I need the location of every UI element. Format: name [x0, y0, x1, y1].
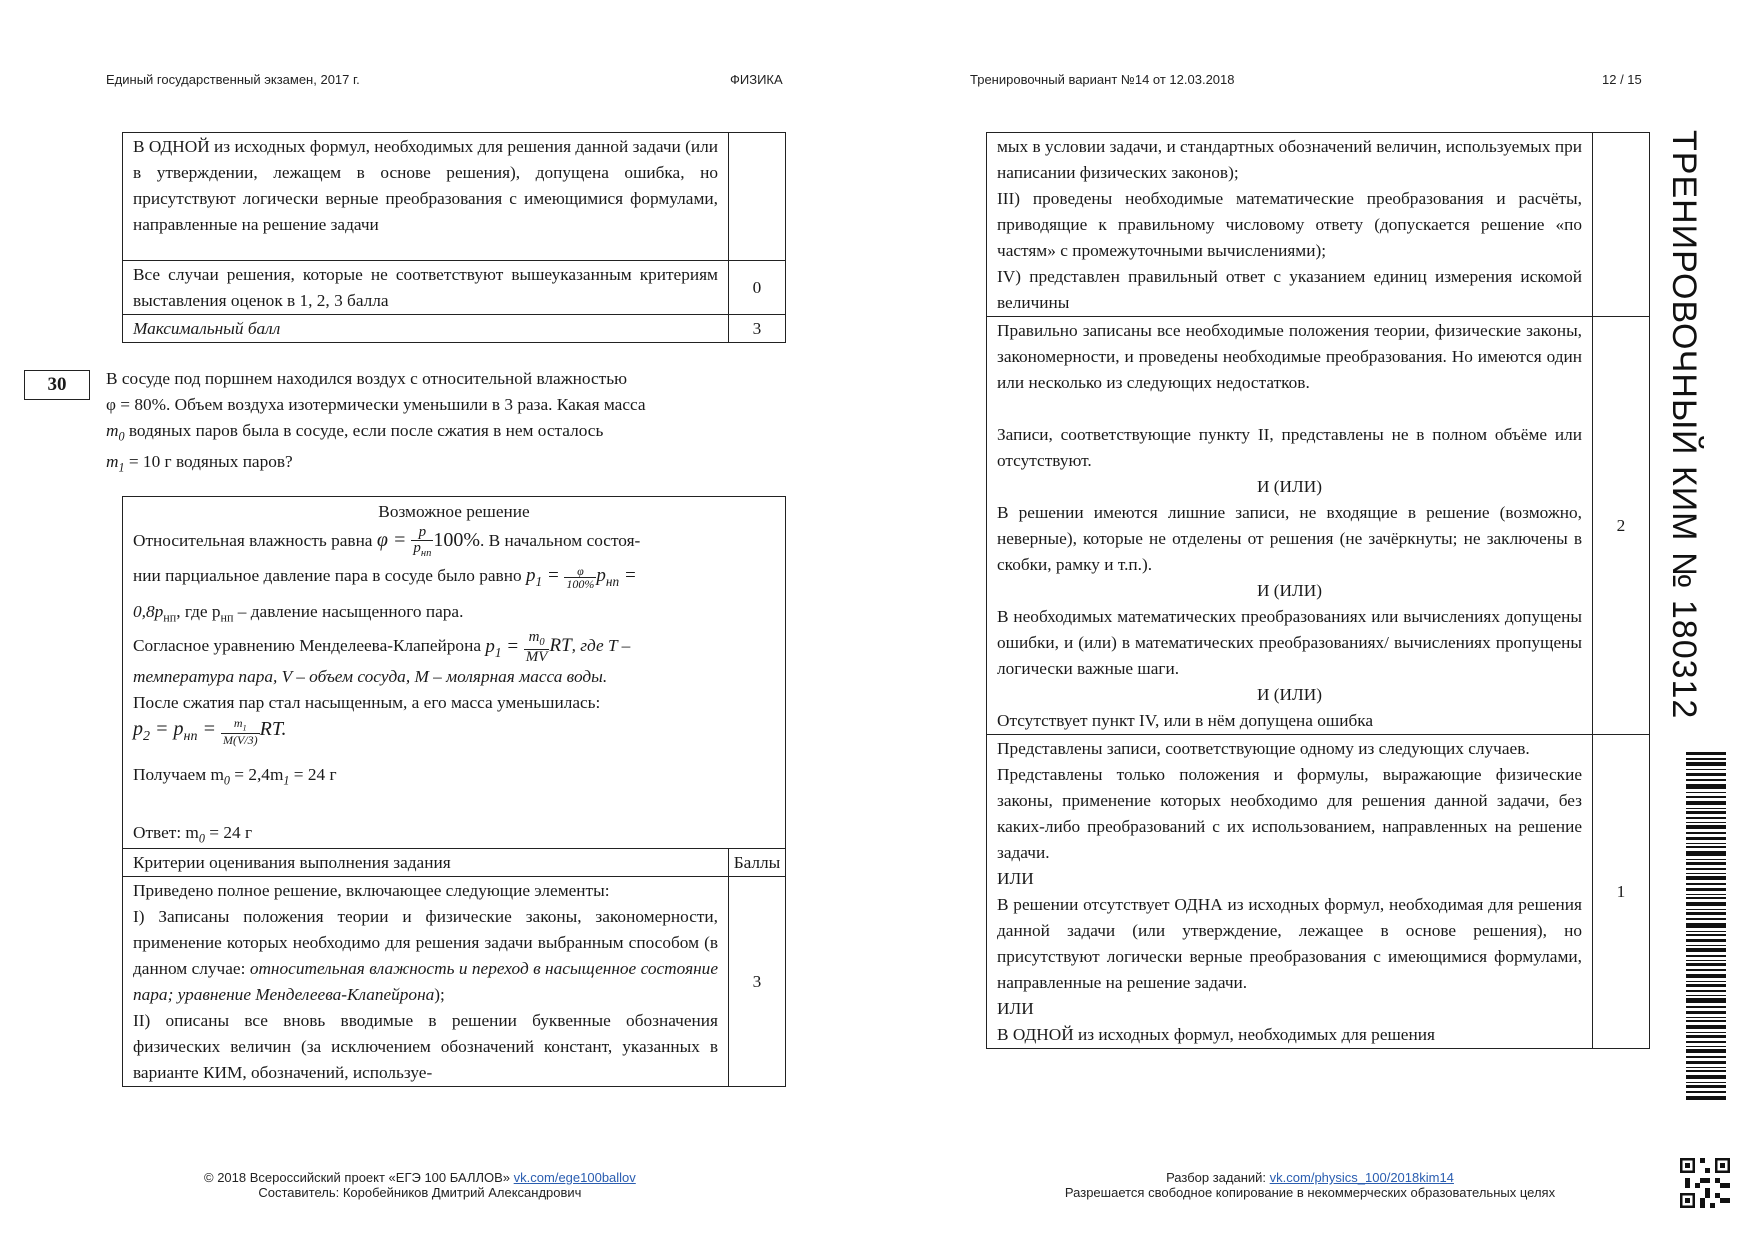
footer-author: Составитель: Коробейников Дмитрий Александрович — [258, 1185, 582, 1200]
spacer — [133, 794, 775, 820]
solution-text: Ответ: m — [133, 822, 199, 842]
problem-line: В сосуде под поршнем находился воздух с относительной влажностью — [106, 369, 627, 388]
footer-link-vk-physics[interactable]: vk.com/physics_100/2018kim14 — [1269, 1170, 1454, 1185]
criteria-or: ИЛИ — [997, 869, 1034, 888]
table-header-row — [123, 849, 786, 877]
spacer — [997, 396, 1582, 422]
table-row — [123, 261, 786, 315]
criteria-paragraph: Правильно записаны все необходимые положения теории, физические законы, закономерности, и проведены необходимые преобразования. Но имеются один или несколько из следующих недостатков. — [997, 321, 1582, 392]
formula-fraction: $\frac{m_0}{MV}$ — [525, 629, 548, 665]
footer-text: Разбор заданий: — [1166, 1170, 1270, 1185]
footer-left — [204, 1170, 636, 1200]
criteria-paragraph: В ОДНОЙ из исходных формул, необходимых для решения — [997, 1025, 1435, 1044]
solution-answer — [133, 820, 775, 851]
criteria-text — [123, 877, 729, 1087]
solution-text: нии парциальное давление пара в сосуде было равно — [133, 566, 526, 585]
solution-text: – давление насыщенного пара. — [233, 602, 464, 621]
criteria-paragraph: В решении отсутствует ОДНА из исходных формул, необходимая для решения данной задачи (или утверждение, лежащее в основе решения), но присутствуют логически верные преобразования с имеющимися формулами, направленные на решение задачи. — [997, 895, 1582, 992]
right-criteria-table — [986, 132, 1650, 1049]
solution-text: = 24 г — [204, 822, 253, 842]
table-row — [987, 133, 1650, 317]
solution-text: Относительная влажность равна — [133, 531, 377, 551]
problem-line — [106, 418, 788, 449]
table-row — [987, 735, 1650, 1049]
solution-text: Получаем m — [133, 765, 224, 785]
solution-title: Возможное решение — [378, 502, 530, 521]
criteria-text — [987, 735, 1593, 1049]
criteria-or: И (ИЛИ) — [1257, 477, 1322, 496]
criteria-italic: относительная влажность и переход в насыщенное состояние пара; уравнение Менделеева-Клапейрона — [133, 959, 718, 1004]
criteria-or: ИЛИ — [997, 999, 1034, 1018]
criteria-or: И (ИЛИ) — [1257, 685, 1322, 704]
score-cell — [729, 133, 786, 261]
solution-line — [133, 630, 775, 664]
solution-text: , где p — [176, 602, 221, 621]
formula-fraction: $\frac{m_1}{M(V/3)}$ — [222, 716, 258, 747]
criteria-text — [987, 317, 1593, 735]
subscript: 0 — [223, 773, 230, 788]
solution-line — [133, 525, 775, 563]
solution-line — [133, 563, 775, 599]
criteria-paragraph: III) проведены необходимые математические преобразования и расчёты, приводящие к правильному числовому ответу (допускается решение «по частям» с промежуточными вычислениями); — [997, 189, 1582, 260]
criteria-paragraph: Приведено полное решение, включающее следующие элементы: — [133, 881, 610, 900]
formula-p2: $p_2 = p_{нп}$ = — [133, 718, 221, 745]
header-exam-title: Единый государственный экзамен, 2017 г. — [106, 72, 360, 87]
problem-number: 30 — [24, 370, 90, 400]
criteria-or: И (ИЛИ) — [1257, 581, 1322, 600]
criteria-paragraph: В необходимых математических преобразованиях или вычислениях допущены ошибки, и (или) в математических преобразованиях/ вычислениях пропущены логически важные шаги. — [997, 607, 1582, 678]
subscript: 1 — [118, 460, 125, 475]
criteria-text: В ОДНОЙ из исходных формул, необходимых для решения данной задачи (или в утверждении, лежащем в основе решения), допущена ошибка, но присутствуют логически верные преобразования с имеющимися формулами, направленные на решение задачи — [123, 133, 729, 261]
formula-text: 0,8p — [133, 602, 164, 621]
criteria-paragraph: Представлены записи, соответствующие одному из следующих случаев. — [997, 739, 1530, 758]
solution-box — [122, 496, 786, 848]
solution-line — [133, 762, 775, 793]
criteria-paragraph: Записи, соответствующие пункту II, представлены не в полном объёме или отсутствуют. — [997, 425, 1582, 470]
criteria-header: Критерии оценивания выполнения задания — [123, 849, 729, 877]
solution-text: . В начальном состоя- — [480, 531, 641, 551]
criteria-table — [122, 848, 786, 1087]
problem-line-text: = 10 г водяных паров? — [124, 452, 293, 472]
score-cell: 2 — [1593, 317, 1650, 735]
score-cell — [1593, 133, 1650, 317]
formula-p1: $p_1$ = — [525, 565, 565, 589]
subscript: 0 — [198, 831, 205, 846]
footer-right — [1030, 1170, 1590, 1200]
solution-line: После сжатия пар стал насыщенным, а его масса уменьшилась: — [133, 693, 601, 713]
score-cell: 0 — [729, 261, 786, 315]
criteria-paragraph: Отсутствует пункт IV, или в нём допущена ошибка — [997, 711, 1374, 730]
solution-text: = 24 г — [289, 765, 337, 785]
solution-text: , где T – — [571, 636, 631, 656]
problem-line-text: водяных паров была в сосуде, если после сжатия в нем осталось — [124, 421, 604, 440]
criteria-paragraph: IV) представлен правильный ответ с указанием единиц измерения искомой величины — [997, 267, 1582, 312]
criteria-paragraph — [133, 904, 718, 1008]
footer-analysis — [1030, 1170, 1590, 1185]
table-row — [123, 315, 786, 343]
side-title: ТРЕНИРОВОЧНЫЙ КИМ № 180312 — [1665, 130, 1703, 720]
header-subject: ФИЗИКА — [730, 72, 783, 87]
criteria-text — [987, 133, 1593, 317]
subscript: нп — [163, 610, 177, 625]
problem-line: φ = 80%. Объем воздуха изотермически уменьшили в 3 раза. Какая масса — [106, 395, 646, 414]
formula-fraction: $\frac{\varphi}{100\%}$ — [566, 563, 595, 591]
criteria-text-part: I) Записаны положения теории и физические законы, закономерности, применение которых необходимо для решения задачи выбранным способом (в данном случае: — [133, 907, 718, 978]
score-cell: 1 — [1593, 735, 1650, 1049]
formula-pnp: $p_{нп}$ = — [596, 565, 637, 589]
solution-text: = 2,4m — [229, 765, 284, 785]
formula-rt: RT — [549, 635, 572, 657]
max-score-label: Максимальный балл — [123, 315, 729, 343]
table-row — [123, 133, 786, 261]
max-score-value: 3 — [729, 315, 786, 343]
table-row — [123, 877, 786, 1087]
score-header: Баллы — [729, 849, 786, 877]
criteria-paragraph: II) описаны все вновь вводимые в решении буквенные обозначения физических величин (за исключением обозначений констант, указанных в варианте КИМ, обозначений, используе- — [133, 1011, 718, 1082]
barcode-icon — [1686, 752, 1726, 1100]
subscript: нп — [220, 610, 234, 625]
formula-rt: RT. — [259, 718, 287, 741]
problem-text — [106, 366, 788, 481]
var-m0: m — [106, 421, 119, 440]
footer-copyright — [204, 1170, 636, 1185]
formula-p1: $p_1$ = — [485, 635, 524, 660]
formula-fraction: $\frac{p}{p_{нп}}$ — [413, 524, 432, 559]
footer-license: Разрешается свободное копирование в некоммерческих образовательных целях — [1064, 1185, 1556, 1200]
header-page-number: 12 / 15 — [1602, 72, 1642, 87]
criteria-paragraph: Представлены только положения и формулы, выражающие физические законы, применение которых необходимо для решения данной задачи, без каких-либо преобразований с их использованием, направленных на решение задачи. — [997, 765, 1582, 862]
criteria-text-part: ); — [434, 985, 445, 1004]
var-m1: m — [106, 452, 119, 472]
problem-line — [106, 449, 788, 480]
solution-line — [133, 599, 775, 630]
subscript: 0 — [118, 429, 125, 444]
formula-phi: φ = — [376, 529, 412, 552]
table-row — [987, 317, 1650, 735]
criteria-text: Все случаи решения, которые не соответствуют вышеуказанным критериям выставления оценок в 1, 2, 3 балла — [123, 261, 729, 315]
score-cell: 3 — [729, 877, 786, 1087]
solution-line: температура пара, V – объем сосуда, M – молярная масса воды. — [133, 667, 608, 687]
solution-text: Согласное уравнению Менделеева-Клапейрона — [133, 636, 486, 656]
header-variant: Тренировочный вариант №14 от 12.03.2018 — [970, 72, 1235, 87]
solution-line — [133, 716, 775, 762]
formula-percent: 100% — [433, 529, 481, 552]
criteria-paragraph: В решении имеются лишние записи, не входящие в решение (возможно, неверные), которые не отделены от решения (не зачёркнуты; не заключены в скобки, рамку и т.п.). — [997, 503, 1582, 574]
footer-text: © 2018 Всероссийский проект «ЕГЭ 100 БАЛЛОВ» — [204, 1170, 514, 1185]
left-criteria-table — [122, 132, 786, 343]
subscript: 1 — [283, 773, 290, 788]
criteria-paragraph: мых в условии задачи, и стандартных обозначений величин, используемых при написании физических законов); — [997, 137, 1582, 182]
qr-code-icon — [1680, 1158, 1730, 1208]
footer-link-vk-ege[interactable]: vk.com/ege100ballov — [513, 1170, 636, 1185]
